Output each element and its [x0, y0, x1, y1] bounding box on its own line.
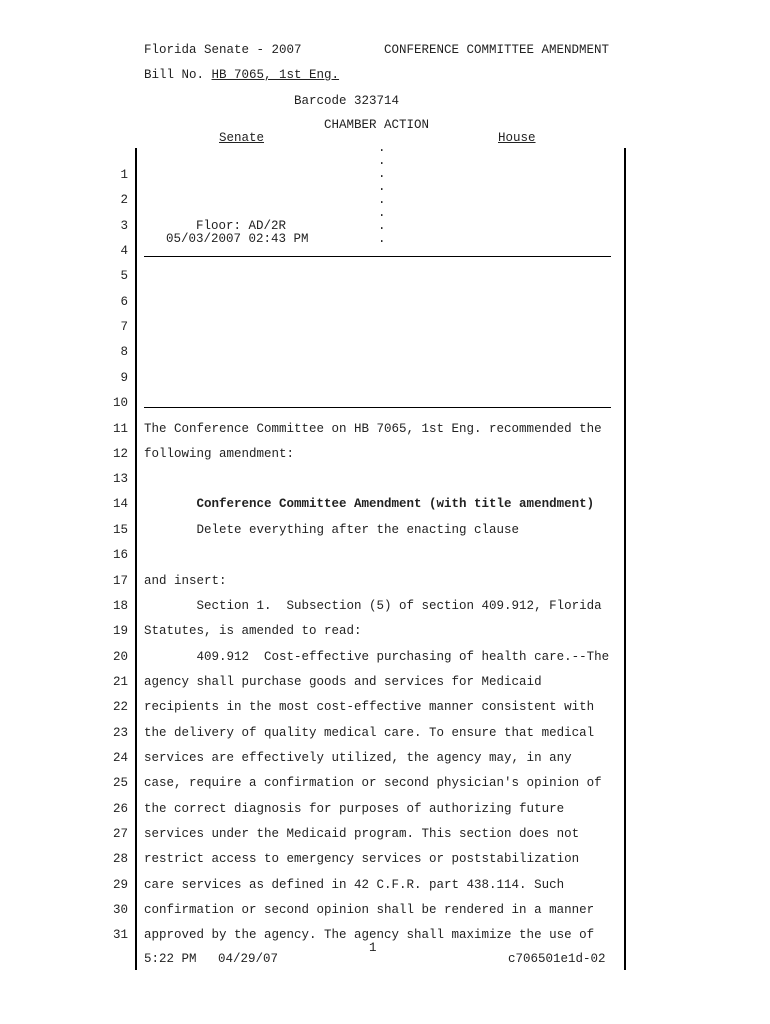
house-label: House	[498, 131, 536, 145]
line-number: 30	[112, 903, 128, 917]
line-number: 10	[112, 396, 128, 410]
line-number: 21	[112, 675, 128, 689]
right-border	[624, 148, 626, 970]
rule-top	[144, 256, 611, 257]
line-number: 28	[112, 852, 128, 866]
page-number: 1	[369, 941, 377, 955]
line-number: 18	[112, 599, 128, 613]
dot: .	[378, 193, 386, 207]
dot: .	[378, 219, 386, 233]
line-number: 15	[112, 523, 128, 537]
text-line: restrict access to emergency services or poststabilization	[144, 852, 580, 866]
text-line: care services as defined in 42 C.F.R. part 438.114. Such	[144, 878, 565, 892]
amendment-heading: Conference Committee Amendment (with title amendment)	[144, 497, 595, 511]
line-number: 3	[120, 219, 128, 233]
line-number: 29	[112, 878, 128, 892]
text-line: Section 1. Subsection (5) of section 409.912, Florida	[144, 599, 602, 613]
text-line: the correct diagnosis for purposes of authorizing future	[144, 802, 565, 816]
bill-number-value: HB 7065, 1st Eng.	[211, 68, 340, 82]
dot: .	[378, 141, 386, 155]
text-line: case, require a confirmation or second physician's opinion of	[144, 776, 602, 790]
line-number: 24	[112, 751, 128, 765]
text-line: the delivery of quality medical care. To ensure that medical	[144, 726, 595, 740]
dot: .	[378, 167, 386, 181]
text-line: services under the Medicaid program. This section does not	[144, 827, 580, 841]
text-line: Statutes, is amended to read:	[144, 624, 362, 638]
header-right: CONFERENCE COMMITTEE AMENDMENT	[384, 43, 610, 57]
line-number: 20	[112, 650, 128, 664]
line-number: 12	[112, 447, 128, 461]
line-number: 4	[120, 244, 128, 258]
floor-label: Floor: AD/2R	[196, 219, 287, 233]
line-number: 8	[120, 345, 128, 359]
text-line: approved by the agency. The agency shall maximize the use of	[144, 928, 595, 942]
dot: .	[378, 206, 386, 220]
text-line: recipients in the most cost-effective manner consistent with	[144, 700, 595, 714]
line-number: 27	[112, 827, 128, 841]
line-number: 26	[112, 802, 128, 816]
line-number: 6	[120, 295, 128, 309]
footer-date: 04/29/07	[218, 952, 279, 966]
line-number: 1	[120, 168, 128, 182]
line-number: 14	[112, 497, 128, 511]
barcode: Barcode 323714	[294, 94, 400, 108]
dot: .	[378, 154, 386, 168]
text-line: Delete everything after the enacting clause	[144, 523, 520, 537]
text-line: services are effectively utilized, the agency may, in any	[144, 751, 572, 765]
footer-code: c706501e1d-02	[508, 952, 606, 966]
line-number: 16	[112, 548, 128, 562]
line-number: 13	[112, 472, 128, 486]
line-number: 19	[112, 624, 128, 638]
line-number: 5	[120, 269, 128, 283]
dot: .	[378, 232, 386, 246]
senate-label: Senate	[219, 131, 265, 145]
rule-bottom	[144, 407, 611, 408]
floor-datetime: 05/03/2007 02:43 PM	[166, 232, 309, 246]
text-line: The Conference Committee on HB 7065, 1st Eng. recommended the	[144, 422, 602, 436]
text-line: agency shall purchase goods and services for Medicaid	[144, 675, 542, 689]
text-line: following amendment:	[144, 447, 295, 461]
line-number: 2	[120, 193, 128, 207]
text-line: 409.912 Cost-effective purchasing of health care.--The	[144, 650, 610, 664]
line-number: 11	[112, 422, 128, 436]
text-line: and insert:	[144, 574, 227, 588]
line-number: 9	[120, 371, 128, 385]
line-number: 22	[112, 700, 128, 714]
footer-time: 5:22 PM	[144, 952, 197, 966]
line-number: 7	[120, 320, 128, 334]
line-number: 17	[112, 574, 128, 588]
dot: .	[378, 180, 386, 194]
line-number: 31	[112, 928, 128, 942]
bill-prefix: Bill No.	[144, 68, 205, 82]
text-line: confirmation or second opinion shall be rendered in a manner	[144, 903, 595, 917]
header-left: Florida Senate - 2007	[144, 43, 302, 57]
left-border	[135, 148, 137, 970]
line-number: 23	[112, 726, 128, 740]
line-number: 25	[112, 776, 128, 790]
chamber-action: CHAMBER ACTION	[324, 118, 430, 132]
bill-number	[144, 68, 339, 82]
